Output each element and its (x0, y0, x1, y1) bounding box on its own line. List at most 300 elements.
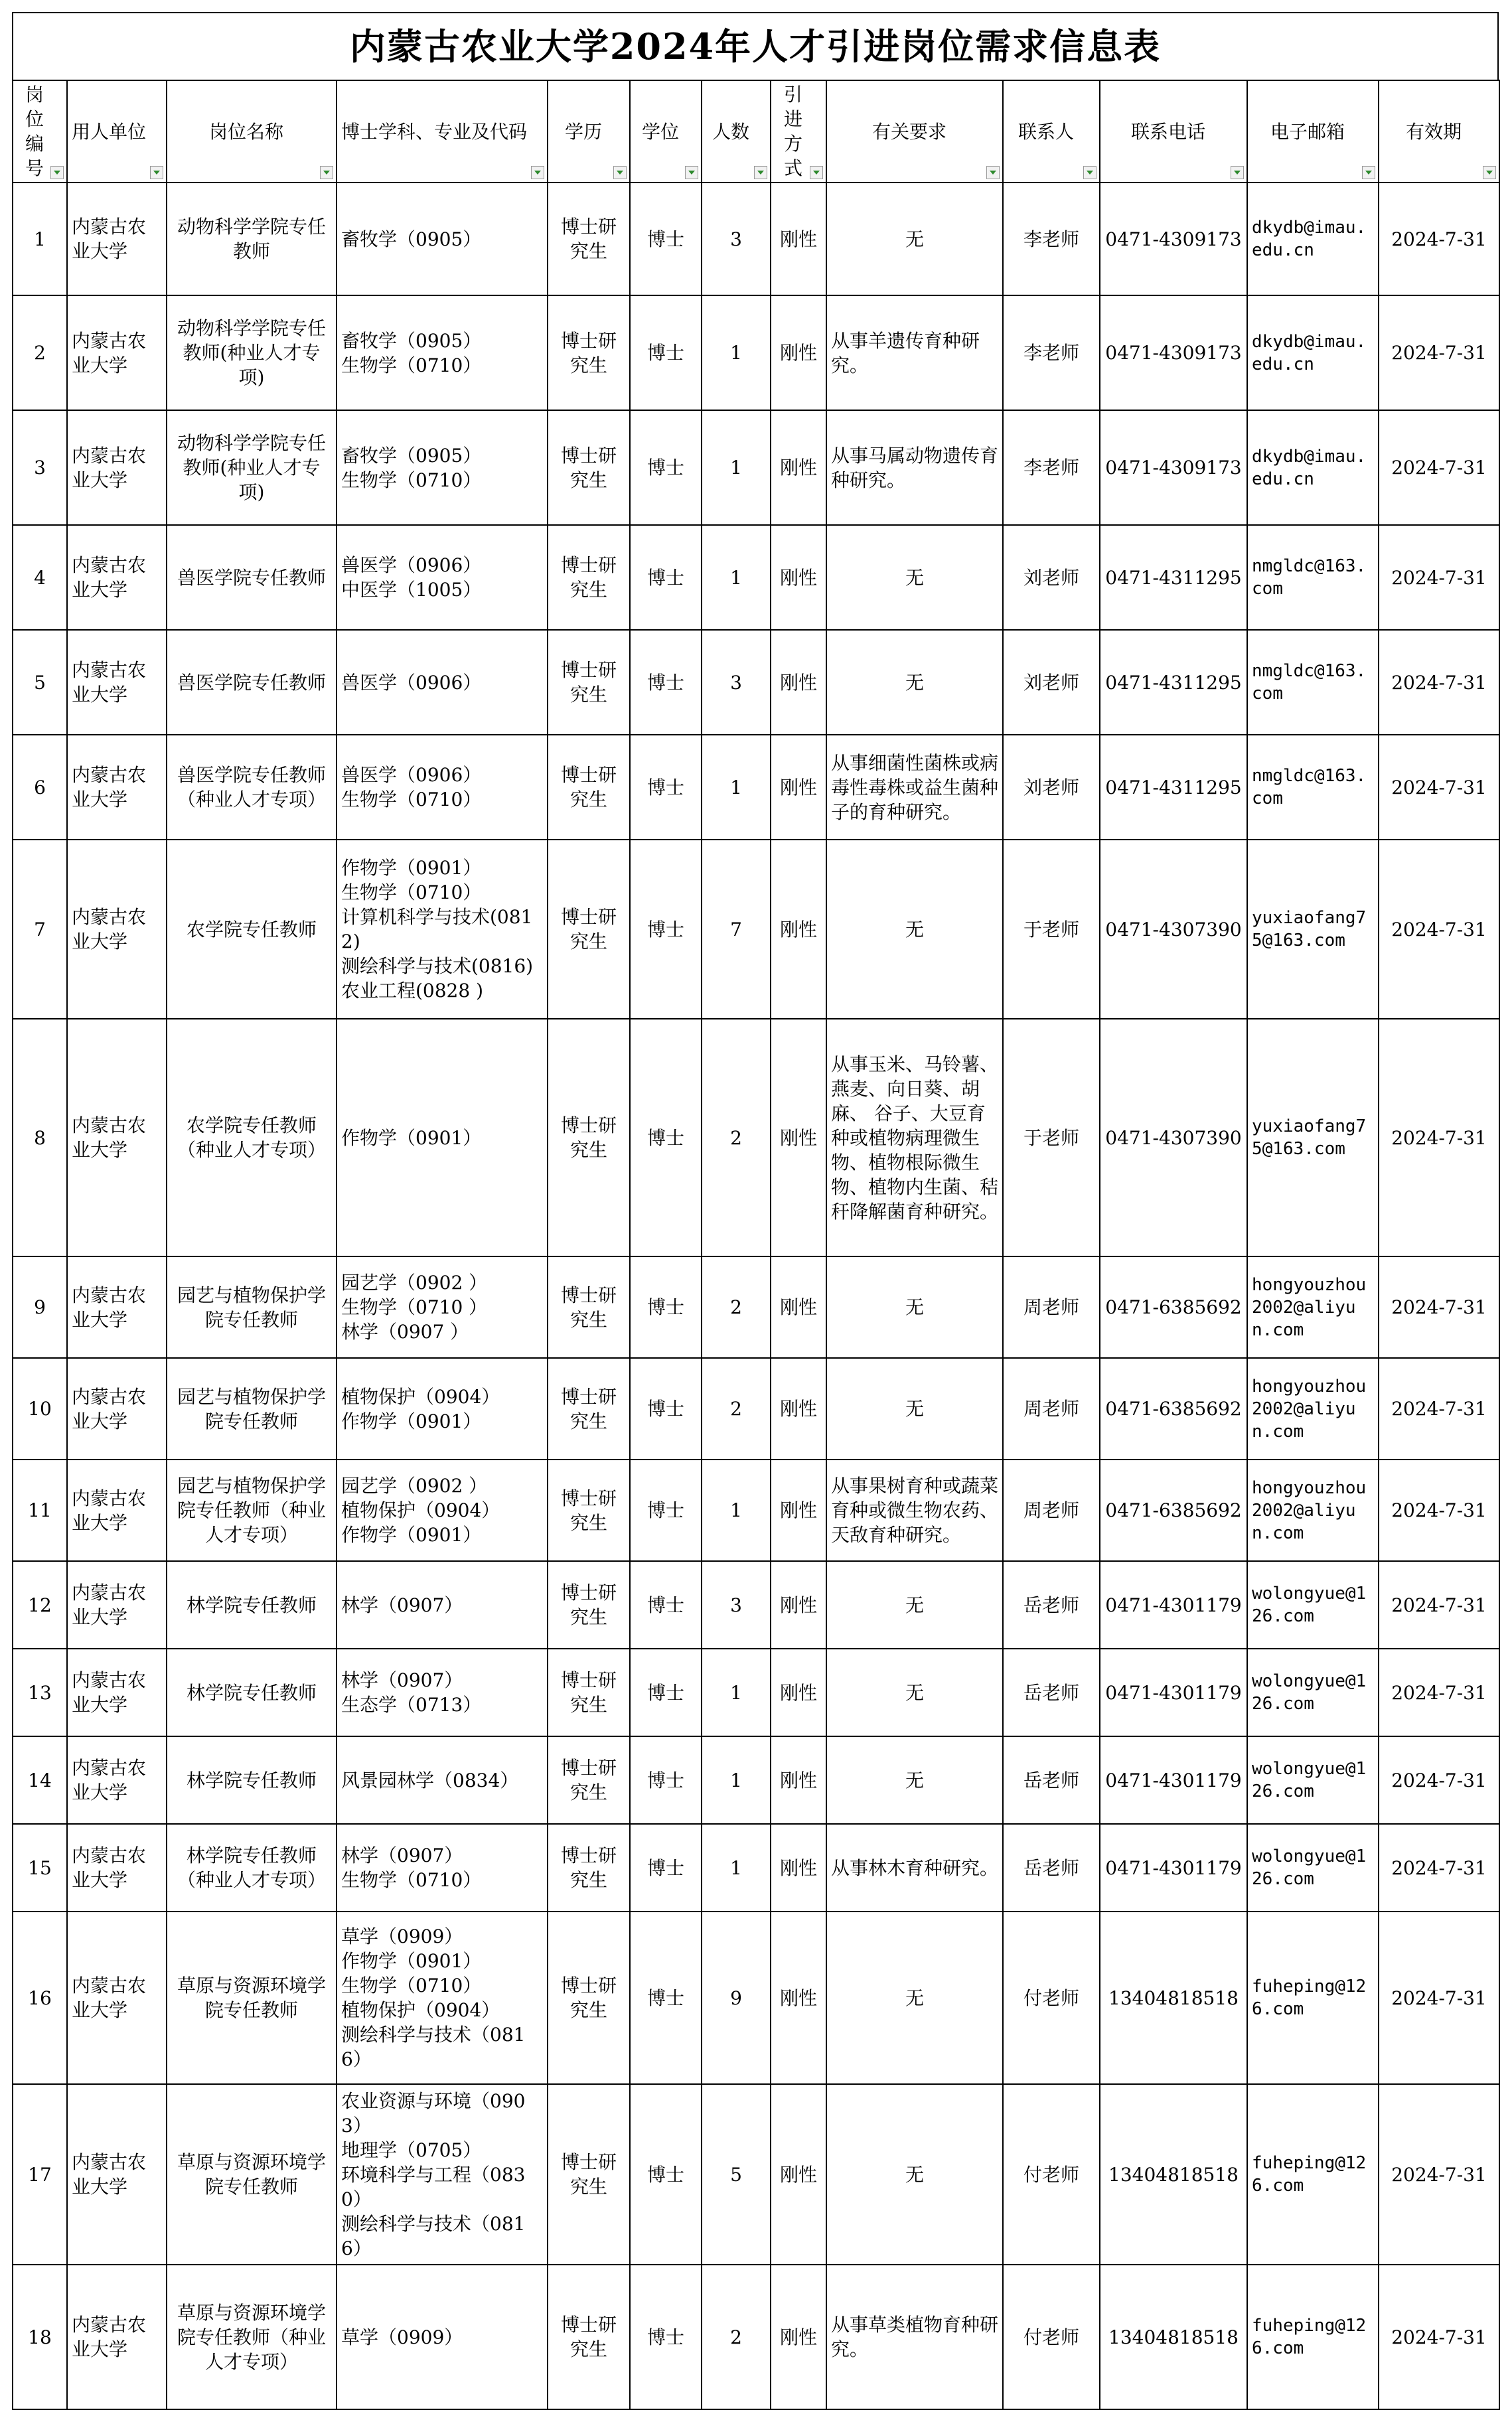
col-header-method[interactable]: 引进方式 (771, 80, 826, 183)
major-entry: 草学（0909） (341, 1925, 463, 1947)
major-entry: 兽医学（0906） (341, 671, 482, 694)
major-entry: 生物学（0710） (341, 354, 482, 376)
cell-contact[interactable]: 刘老师 (1003, 525, 1100, 630)
cell-unit[interactable]: 内蒙古农业大学 (67, 525, 167, 630)
cell-validity[interactable]: 2024-7-31 (1379, 1256, 1499, 1358)
filter-dropdown-icon[interactable] (1483, 166, 1496, 179)
cell-id[interactable]: 9 (13, 1256, 67, 1358)
cell-email[interactable]: hongyouzhou2002@aliyun.com (1247, 1460, 1379, 1561)
cell-majors[interactable] (337, 525, 548, 630)
major-entry: 地理学（0705） (341, 2139, 482, 2161)
cell-contact[interactable]: 付老师 (1003, 2084, 1100, 2265)
cell-education[interactable]: 博士研究生 (548, 1256, 630, 1358)
cell-contact[interactable]: 岳老师 (1003, 1736, 1100, 1824)
filter-dropdown-icon[interactable] (320, 166, 333, 179)
major-entry: 作物学（0901） (341, 1410, 482, 1432)
cell-education[interactable]: 博士研究生 (548, 1649, 630, 1736)
cell-phone[interactable]: 0471-4311295 (1100, 630, 1247, 735)
cell-contact[interactable]: 付老师 (1003, 2265, 1100, 2409)
cell-count[interactable]: 3 (702, 630, 771, 735)
cell-position[interactable]: 林学院专任教师（种业人才专项） (167, 1824, 337, 1912)
cell-validity[interactable]: 2024-7-31 (1379, 1561, 1499, 1649)
cell-count[interactable]: 2 (702, 1358, 771, 1460)
cell-id[interactable]: 5 (13, 630, 67, 735)
cell-majors[interactable] (337, 840, 548, 1019)
cell-count[interactable]: 1 (702, 735, 771, 840)
cell-email[interactable]: wolongyue@126.com (1247, 1736, 1379, 1824)
cell-phone[interactable]: 0471-4309173 (1100, 183, 1247, 295)
cell-degree[interactable]: 博士 (630, 1019, 702, 1256)
cell-degree[interactable]: 博士 (630, 295, 702, 410)
cell-position[interactable]: 兽医学院专任教师 (167, 525, 337, 630)
cell-degree[interactable]: 博士 (630, 1736, 702, 1824)
cell-count[interactable]: 7 (702, 840, 771, 1019)
cell-unit[interactable]: 内蒙古农业大学 (67, 1256, 167, 1358)
cell-position[interactable]: 园艺与植物保护学院专任教师 (167, 1358, 337, 1460)
col-header-id[interactable]: 岗位编号 (13, 80, 67, 183)
cell-email[interactable]: yuxiaofang75@163.com (1247, 1019, 1379, 1256)
cell-education[interactable]: 博士研究生 (548, 1561, 630, 1649)
cell-id[interactable]: 7 (13, 840, 67, 1019)
cell-method[interactable]: 刚性 (771, 1460, 826, 1561)
cell-email[interactable]: fuheping@126.com (1247, 2265, 1379, 2409)
cell-education[interactable]: 博士研究生 (548, 735, 630, 840)
major-entry: 植物保护（0904） (341, 1499, 500, 1521)
cell-position[interactable]: 林学院专任教师 (167, 1561, 337, 1649)
cell-degree[interactable]: 博士 (630, 1460, 702, 1561)
major-entry: 兽医学（0906） (341, 764, 482, 786)
cell-id[interactable]: 18 (13, 2265, 67, 2409)
cell-contact[interactable]: 李老师 (1003, 410, 1100, 525)
cell-education[interactable]: 博士研究生 (548, 2084, 630, 2265)
cell-phone[interactable]: 0471-4307390 (1100, 1019, 1247, 1256)
cell-requirements[interactable]: 无 (826, 1912, 1003, 2084)
cell-validity[interactable]: 2024-7-31 (1379, 525, 1499, 630)
major-entry: 植物保护（0904） (341, 1385, 500, 1408)
cell-validity[interactable]: 2024-7-31 (1379, 1736, 1499, 1824)
cell-position[interactable]: 园艺与植物保护学院专任教师 (167, 1256, 337, 1358)
cell-count[interactable]: 3 (702, 183, 771, 295)
cell-contact[interactable]: 付老师 (1003, 1912, 1100, 2084)
major-entry: 草学（0909） (341, 2326, 463, 2348)
cell-id[interactable]: 17 (13, 2084, 67, 2265)
major-entry: 作物学（0901） (341, 1524, 482, 1546)
cell-contact[interactable]: 李老师 (1003, 183, 1100, 295)
cell-education[interactable]: 博士研究生 (548, 630, 630, 735)
cell-method[interactable]: 刚性 (771, 735, 826, 840)
cell-email[interactable]: fuheping@126.com (1247, 1912, 1379, 2084)
cell-degree[interactable]: 博士 (630, 735, 702, 840)
cell-majors[interactable] (337, 1649, 548, 1736)
cell-unit[interactable]: 内蒙古农业大学 (67, 1561, 167, 1649)
cell-phone[interactable]: 0471-6385692 (1100, 1256, 1247, 1358)
cell-phone[interactable]: 0471-4311295 (1100, 525, 1247, 630)
cell-majors[interactable] (337, 1256, 548, 1358)
cell-id[interactable]: 14 (13, 1736, 67, 1824)
filter-dropdown-icon[interactable] (531, 166, 544, 179)
filter-dropdown-icon[interactable] (1083, 166, 1096, 179)
cell-degree[interactable]: 博士 (630, 1561, 702, 1649)
cell-contact[interactable]: 周老师 (1003, 1358, 1100, 1460)
col-header-requirements[interactable]: 有关要求 (826, 80, 1003, 183)
cell-majors[interactable] (337, 1736, 548, 1824)
cell-requirements[interactable]: 无 (826, 525, 1003, 630)
cell-majors[interactable] (337, 2084, 548, 2265)
cell-majors[interactable] (337, 630, 548, 735)
cell-validity[interactable]: 2024-7-31 (1379, 630, 1499, 735)
cell-method[interactable]: 刚性 (771, 183, 826, 295)
cell-phone[interactable]: 0471-4301179 (1100, 1736, 1247, 1824)
major-entry: 测绘科学与技术(0816) (341, 955, 534, 977)
cell-degree[interactable]: 博士 (630, 525, 702, 630)
cell-validity[interactable]: 2024-7-31 (1379, 2265, 1499, 2409)
cell-validity[interactable]: 2024-7-31 (1379, 1912, 1499, 2084)
cell-count[interactable]: 2 (702, 2265, 771, 2409)
cell-unit[interactable]: 内蒙古农业大学 (67, 1460, 167, 1561)
cell-count[interactable]: 1 (702, 1736, 771, 1824)
cell-phone[interactable]: 0471-4301179 (1100, 1649, 1247, 1736)
cell-count[interactable]: 9 (702, 1912, 771, 2084)
cell-email[interactable]: nmgldc@163.com (1247, 735, 1379, 840)
major-entry: 生态学（0713） (341, 1694, 482, 1716)
filter-dropdown-icon[interactable] (1231, 166, 1244, 179)
cell-education[interactable]: 博士研究生 (548, 2265, 630, 2409)
cell-phone[interactable]: 0471-4309173 (1100, 410, 1247, 525)
cell-degree[interactable]: 博士 (630, 1824, 702, 1912)
cell-contact[interactable]: 周老师 (1003, 1460, 1100, 1561)
cell-requirements[interactable]: 无 (826, 1649, 1003, 1736)
table-row (13, 183, 1499, 295)
cell-contact[interactable]: 岳老师 (1003, 1824, 1100, 1912)
cell-validity[interactable]: 2024-7-31 (1379, 1649, 1499, 1736)
cell-method[interactable]: 刚性 (771, 1561, 826, 1649)
cell-position[interactable]: 兽医学院专任教师 (167, 630, 337, 735)
cell-position[interactable]: 动物科学学院专任教师(种业人才专项) (167, 295, 337, 410)
cell-unit[interactable]: 内蒙古农业大学 (67, 1824, 167, 1912)
cell-id[interactable]: 12 (13, 1561, 67, 1649)
cell-unit[interactable]: 内蒙古农业大学 (67, 2265, 167, 2409)
cell-degree[interactable]: 博士 (630, 1649, 702, 1736)
filter-dropdown-icon[interactable] (754, 166, 767, 179)
cell-requirements[interactable]: 无 (826, 840, 1003, 1019)
cell-degree[interactable]: 博士 (630, 183, 702, 295)
major-entry: 畜牧学（0905） (341, 329, 482, 352)
major-entry: 作物学（0901） (341, 857, 482, 879)
col-header-education[interactable]: 学历 (548, 80, 630, 183)
table-row (13, 1019, 1499, 1256)
table-row (13, 1824, 1499, 1912)
major-entry: 畜牧学（0905） (341, 228, 482, 250)
cell-unit[interactable]: 内蒙古农业大学 (67, 735, 167, 840)
cell-count[interactable]: 2 (702, 1256, 771, 1358)
cell-method[interactable]: 刚性 (771, 295, 826, 410)
cell-degree[interactable]: 博士 (630, 1358, 702, 1460)
positions-table (12, 80, 1500, 2410)
filter-dropdown-icon[interactable] (1362, 166, 1375, 179)
cell-method[interactable]: 刚性 (771, 1912, 826, 2084)
cell-degree[interactable]: 博士 (630, 630, 702, 735)
col-header-count[interactable]: 人数 (702, 80, 771, 183)
cell-count[interactable]: 1 (702, 1649, 771, 1736)
cell-validity[interactable]: 2024-7-31 (1379, 410, 1499, 525)
major-entry: 作物学（0901） (341, 1126, 482, 1149)
cell-id[interactable]: 13 (13, 1649, 67, 1736)
cell-id[interactable]: 6 (13, 735, 67, 840)
cell-phone[interactable]: 0471-4301179 (1100, 1824, 1247, 1912)
cell-majors[interactable] (337, 1561, 548, 1649)
filter-dropdown-icon[interactable] (150, 166, 163, 179)
cell-validity[interactable]: 2024-7-31 (1379, 1824, 1499, 1912)
cell-position[interactable]: 园艺与植物保护学院专任教师（种业人才专项） (167, 1460, 337, 1561)
cell-method[interactable]: 刚性 (771, 1649, 826, 1736)
cell-education[interactable]: 博士研究生 (548, 1824, 630, 1912)
cell-requirements[interactable]: 无 (826, 1561, 1003, 1649)
cell-education[interactable]: 博士研究生 (548, 1460, 630, 1561)
cell-education[interactable]: 博士研究生 (548, 295, 630, 410)
cell-unit[interactable]: 内蒙古农业大学 (67, 1358, 167, 1460)
cell-contact[interactable]: 于老师 (1003, 840, 1100, 1019)
cell-majors[interactable] (337, 295, 548, 410)
major-entry: 生物学（0710） (341, 1869, 482, 1891)
cell-validity[interactable]: 2024-7-31 (1379, 295, 1499, 410)
col-header-phone[interactable]: 联系电话 (1100, 80, 1247, 183)
table-row (13, 1460, 1499, 1561)
major-entry: 园艺学（0902 ） (341, 1475, 488, 1497)
cell-email[interactable]: wolongyue@126.com (1247, 1649, 1379, 1736)
cell-requirements[interactable]: 从事细菌性菌株或病毒性毒株或益生菌种子的育种研究。 (826, 735, 1003, 840)
cell-validity[interactable]: 2024-7-31 (1379, 840, 1499, 1019)
cell-degree[interactable]: 博士 (630, 2265, 702, 2409)
col-header-validity[interactable]: 有效期 (1379, 80, 1499, 183)
cell-unit[interactable]: 内蒙古农业大学 (67, 1736, 167, 1824)
cell-email[interactable]: wolongyue@126.com (1247, 1561, 1379, 1649)
filter-dropdown-icon[interactable] (613, 166, 627, 179)
cell-position[interactable]: 兽医学院专任教师（种业人才专项） (167, 735, 337, 840)
cell-email[interactable]: nmgldc@163.com (1247, 630, 1379, 735)
table-row (13, 840, 1499, 1019)
cell-email[interactable]: dkydb@imau.edu.cn (1247, 183, 1379, 295)
cell-education[interactable]: 博士研究生 (548, 525, 630, 630)
cell-method[interactable]: 刚性 (771, 1358, 826, 1460)
cell-majors[interactable] (337, 1912, 548, 2084)
cell-id[interactable]: 1 (13, 183, 67, 295)
cell-method[interactable]: 刚性 (771, 410, 826, 525)
cell-position[interactable]: 草原与资源环境学院专任教师 (167, 1912, 337, 2084)
cell-count[interactable]: 1 (702, 525, 771, 630)
cell-count[interactable]: 3 (702, 1561, 771, 1649)
cell-unit[interactable]: 内蒙古农业大学 (67, 1912, 167, 2084)
cell-education[interactable]: 博士研究生 (548, 1736, 630, 1824)
cell-method[interactable]: 刚性 (771, 2265, 826, 2409)
cell-email[interactable]: hongyouzhou2002@aliyun.com (1247, 1256, 1379, 1358)
cell-education[interactable]: 博士研究生 (548, 183, 630, 295)
cell-count[interactable]: 2 (702, 1019, 771, 1256)
cell-degree[interactable]: 博士 (630, 1912, 702, 2084)
table-row (13, 1736, 1499, 1824)
cell-validity[interactable]: 2024-7-31 (1379, 183, 1499, 295)
filter-dropdown-icon[interactable] (810, 166, 823, 179)
cell-email[interactable]: wolongyue@126.com (1247, 1824, 1379, 1912)
cell-count[interactable]: 1 (702, 1824, 771, 1912)
cell-email[interactable]: hongyouzhou2002@aliyun.com (1247, 1358, 1379, 1460)
major-entry: 园艺学（0902 ） (341, 1272, 488, 1294)
cell-email[interactable]: dkydb@imau.edu.cn (1247, 295, 1379, 410)
cell-requirements[interactable]: 从事马属动物遗传育种研究。 (826, 410, 1003, 525)
cell-phone[interactable]: 0471-4301179 (1100, 1561, 1247, 1649)
cell-method[interactable]: 刚性 (771, 630, 826, 735)
cell-unit[interactable]: 内蒙古农业大学 (67, 840, 167, 1019)
cell-count[interactable]: 1 (702, 1460, 771, 1561)
major-entry: 中医学（1005） (341, 579, 482, 601)
major-entry: 生物学（0710 ） (341, 1296, 488, 1318)
cell-contact[interactable]: 于老师 (1003, 1019, 1100, 1256)
cell-majors[interactable] (337, 1824, 548, 1912)
cell-id[interactable]: 2 (13, 295, 67, 410)
cell-majors[interactable] (337, 735, 548, 840)
col-header-email[interactable]: 电子邮箱 (1247, 80, 1379, 183)
cell-education[interactable]: 博士研究生 (548, 1912, 630, 2084)
cell-contact[interactable]: 李老师 (1003, 295, 1100, 410)
filter-dropdown-icon[interactable] (50, 166, 64, 179)
cell-position[interactable]: 林学院专任教师 (167, 1649, 337, 1736)
cell-unit[interactable]: 内蒙古农业大学 (67, 630, 167, 735)
col-header-unit[interactable]: 用人单位 (67, 80, 167, 183)
cell-phone[interactable]: 13404818518 (1100, 1912, 1247, 2084)
col-header-position[interactable]: 岗位名称 (167, 80, 337, 183)
col-header-majors[interactable]: 博士学科、专业及代码 (337, 80, 548, 183)
cell-education[interactable]: 博士研究生 (548, 410, 630, 525)
cell-validity[interactable]: 2024-7-31 (1379, 1460, 1499, 1561)
cell-position[interactable]: 动物科学学院专任教师(种业人才专项) (167, 410, 337, 525)
cell-majors[interactable] (337, 183, 548, 295)
cell-contact[interactable]: 岳老师 (1003, 1649, 1100, 1736)
cell-phone[interactable]: 13404818518 (1100, 2084, 1247, 2265)
cell-requirements[interactable]: 从事草类植物育种研究。 (826, 2265, 1003, 2409)
cell-requirements[interactable]: 无 (826, 2084, 1003, 2265)
cell-requirements[interactable]: 无 (826, 1736, 1003, 1824)
cell-unit[interactable]: 内蒙古农业大学 (67, 410, 167, 525)
col-header-contact[interactable]: 联系人 (1003, 80, 1100, 183)
major-entry: 林学（0907） (341, 1845, 463, 1866)
cell-phone[interactable]: 0471-4309173 (1100, 295, 1247, 410)
spreadsheet (12, 12, 1499, 2410)
cell-education[interactable]: 博士研究生 (548, 1019, 630, 1256)
cell-position[interactable]: 林学院专任教师 (167, 1736, 337, 1824)
major-entry: 兽医学（0906） (341, 554, 482, 576)
cell-degree[interactable]: 博士 (630, 840, 702, 1019)
cell-requirements[interactable]: 从事林木育种研究。 (826, 1824, 1003, 1912)
major-entry: 生物学（0710） (341, 1975, 482, 1996)
cell-method[interactable]: 刚性 (771, 2084, 826, 2265)
cell-contact[interactable]: 刘老师 (1003, 735, 1100, 840)
filter-dropdown-icon[interactable] (986, 166, 1000, 179)
cell-requirements[interactable]: 无 (826, 1256, 1003, 1358)
cell-validity[interactable]: 2024-7-31 (1379, 1358, 1499, 1460)
cell-method[interactable]: 刚性 (771, 525, 826, 630)
cell-requirements[interactable]: 从事玉米、马铃薯、燕麦、向日葵、胡麻、 谷子、大豆育种或植物病理微生物、植物根际微生物、植物内生菌、秸秆降解菌育种研究。 (826, 1019, 1003, 1256)
cell-unit[interactable]: 内蒙古农业大学 (67, 1019, 167, 1256)
cell-requirements[interactable]: 无 (826, 630, 1003, 735)
cell-validity[interactable]: 2024-7-31 (1379, 1019, 1499, 1256)
major-entry: 测绘科学与技术（0816） (341, 2024, 526, 2070)
table-row (13, 295, 1499, 410)
cell-id[interactable]: 15 (13, 1824, 67, 1912)
cell-method[interactable]: 刚性 (771, 1736, 826, 1824)
major-entry: 风景园林学（0834） (341, 1769, 519, 1791)
cell-requirements[interactable]: 无 (826, 1358, 1003, 1460)
cell-majors[interactable] (337, 410, 548, 525)
cell-count[interactable]: 5 (702, 2084, 771, 2265)
cell-degree[interactable]: 博士 (630, 2084, 702, 2265)
col-header-degree[interactable]: 学位 (630, 80, 702, 183)
table-row (13, 410, 1499, 525)
major-entry: 生物学（0710） (341, 789, 482, 810)
cell-position[interactable]: 草原与资源环境学院专任教师 (167, 2084, 337, 2265)
header-row (13, 80, 1499, 183)
cell-unit[interactable]: 内蒙古农业大学 (67, 183, 167, 295)
cell-position[interactable]: 动物科学学院专任教师 (167, 183, 337, 295)
cell-education[interactable]: 博士研究生 (548, 840, 630, 1019)
cell-email[interactable]: yuxiaofang75@163.com (1247, 840, 1379, 1019)
cell-contact[interactable]: 岳老师 (1003, 1561, 1100, 1649)
cell-count[interactable]: 1 (702, 410, 771, 525)
cell-email[interactable]: dkydb@imau.edu.cn (1247, 410, 1379, 525)
cell-phone[interactable]: 0471-6385692 (1100, 1460, 1247, 1561)
cell-unit[interactable]: 内蒙古农业大学 (67, 295, 167, 410)
cell-phone[interactable]: 0471-6385692 (1100, 1358, 1247, 1460)
cell-requirements[interactable]: 从事羊遗传育种研究。 (826, 295, 1003, 410)
cell-id[interactable]: 4 (13, 525, 67, 630)
cell-validity[interactable]: 2024-7-31 (1379, 2084, 1499, 2265)
cell-requirements[interactable]: 无 (826, 183, 1003, 295)
cell-unit[interactable]: 内蒙古农业大学 (67, 1649, 167, 1736)
cell-method[interactable]: 刚性 (771, 840, 826, 1019)
cell-phone[interactable]: 13404818518 (1100, 2265, 1247, 2409)
cell-education[interactable]: 博士研究生 (548, 1358, 630, 1460)
cell-id[interactable]: 10 (13, 1358, 67, 1460)
cell-id[interactable]: 11 (13, 1460, 67, 1561)
cell-method[interactable]: 刚性 (771, 1256, 826, 1358)
cell-position[interactable]: 草原与资源环境学院专任教师（种业人才专项） (167, 2265, 337, 2409)
cell-id[interactable]: 16 (13, 1912, 67, 2084)
cell-id[interactable]: 8 (13, 1019, 67, 1256)
cell-email[interactable]: fuheping@126.com (1247, 2084, 1379, 2265)
cell-phone[interactable]: 0471-4311295 (1100, 735, 1247, 840)
cell-degree[interactable]: 博士 (630, 1256, 702, 1358)
cell-degree[interactable]: 博士 (630, 410, 702, 525)
cell-position[interactable]: 农学院专任教师（种业人才专项） (167, 1019, 337, 1256)
table-row (13, 1561, 1499, 1649)
cell-count[interactable]: 1 (702, 295, 771, 410)
cell-contact[interactable]: 刘老师 (1003, 630, 1100, 735)
cell-method[interactable]: 刚性 (771, 1019, 826, 1256)
filter-dropdown-icon[interactable] (685, 166, 698, 179)
cell-unit[interactable]: 内蒙古农业大学 (67, 2084, 167, 2265)
cell-requirements[interactable]: 从事果树育种或蔬菜育种或微生物农药、天敌育种研究。 (826, 1460, 1003, 1561)
table-row (13, 1358, 1499, 1460)
cell-method[interactable]: 刚性 (771, 1824, 826, 1912)
cell-phone[interactable]: 0471-4307390 (1100, 840, 1247, 1019)
cell-majors[interactable] (337, 1460, 548, 1561)
cell-contact[interactable]: 周老师 (1003, 1256, 1100, 1358)
cell-majors[interactable] (337, 2265, 548, 2409)
cell-majors[interactable] (337, 1019, 548, 1256)
cell-email[interactable]: nmgldc@163.com (1247, 525, 1379, 630)
cell-position[interactable]: 农学院专任教师 (167, 840, 337, 1019)
cell-id[interactable]: 3 (13, 410, 67, 525)
cell-validity[interactable]: 2024-7-31 (1379, 735, 1499, 840)
cell-majors[interactable] (337, 1358, 548, 1460)
